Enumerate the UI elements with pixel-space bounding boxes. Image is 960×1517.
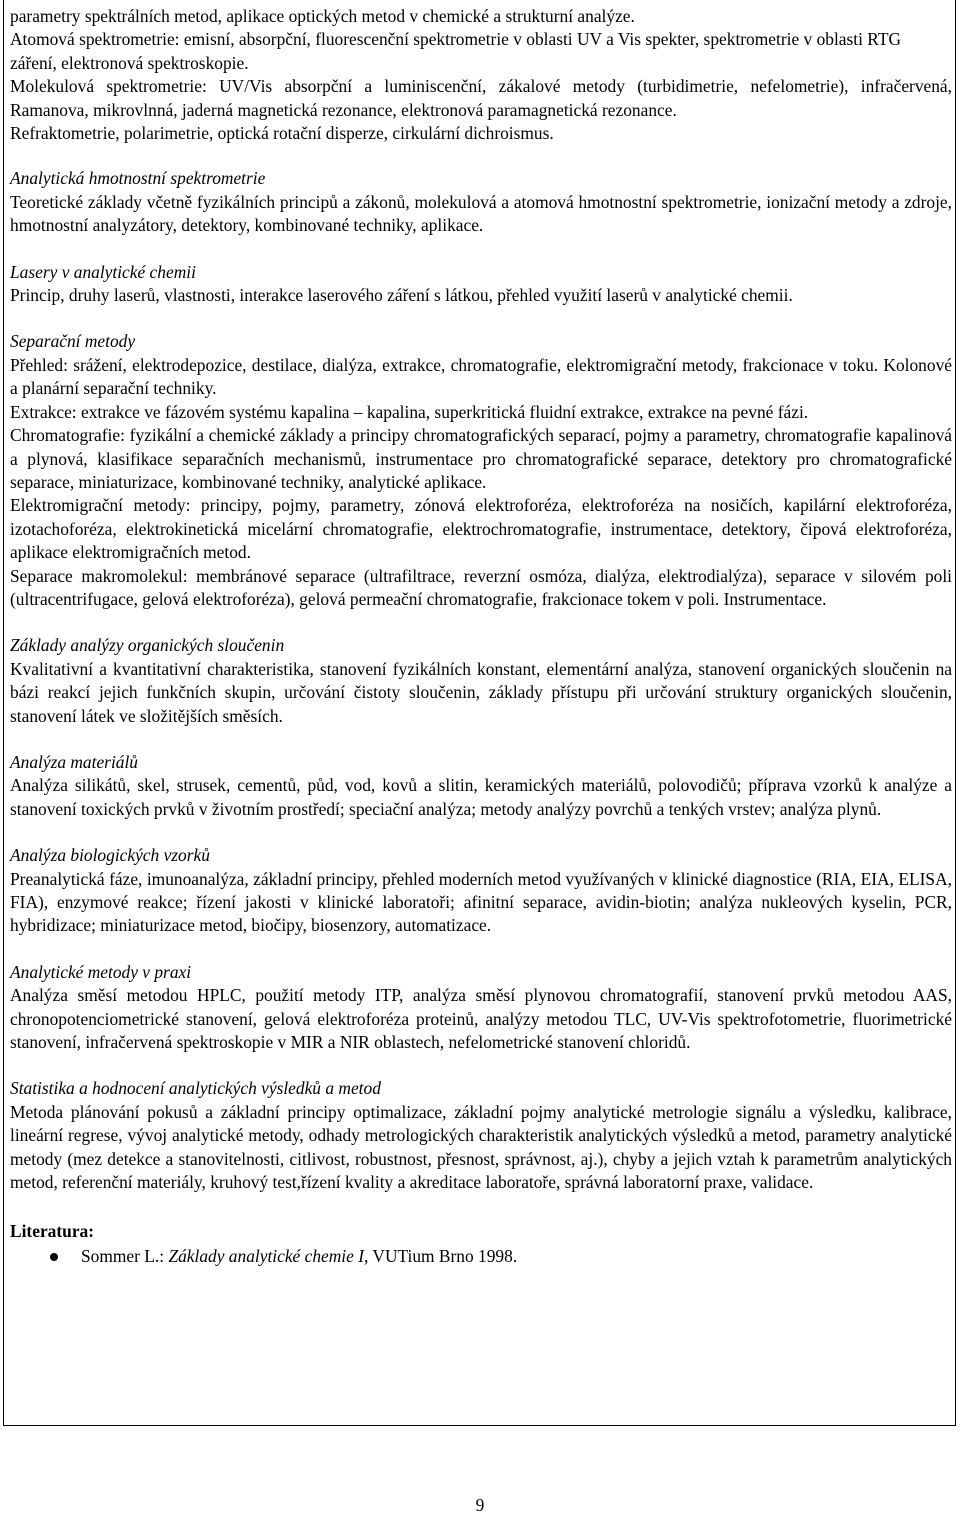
section-heading: Analytická hmotnostní spektrometrie	[10, 168, 266, 189]
section-statistics	[10, 1077, 952, 1194]
section-paragraph: Elektromigrační metody: principy, pojmy, parametry, zónová elektroforéza, elektroforéza na nosičích, kapilární elektroforéza, izotachoforéza, elektrokinetická micelární chromatografie, elektrochromatografie, instrumentace, detektory, čipová elektroforéza, aplikace elektromigračních metod.	[10, 495, 952, 563]
section-paragraph: Přehled: srážení, elektrodepozice, destilace, dialýza, extrakce, chromatografie, elektromigrační metody, frakcionace v toku. Kolonové a planární separační techniky.	[10, 354, 952, 399]
intro-line: Refraktometrie, polarimetrie, optická rotační disperze, cirkulární dichroismus.	[10, 123, 554, 144]
section-heading: Analytické metody v praxi	[10, 961, 192, 982]
literature-section	[10, 1220, 952, 1268]
page-number: 9	[475, 1495, 485, 1515]
bullet-icon	[50, 1253, 58, 1261]
section-lasers	[10, 261, 952, 308]
section-heading: Analýza materiálů	[10, 751, 139, 772]
section-paragraph: Metoda plánování pokusů a základní principy optimalizace, základní pojmy analytické metrologie signálu a výsledku, kalibrace, lineární regrese, vývoj analytické metody, odhady metrologických charakteristik analytických výsledků a metod, parametry analytické metody (mez detekce a stanovitelnosti, citlivost, robustnost, přesnost, správnost, aj.), chyby a jejich vztah k parametrům analytických metod, referenční materiály, kruhový test,řízení kvality a akreditace laboratoře, správná laboratorní praxe, validace.	[10, 1101, 952, 1193]
literature-title: Základy analytické chemie I	[168, 1245, 364, 1266]
literature-item	[10, 1245, 952, 1268]
intro-line: Atomová spektrometrie: emisní, absorpční, fluorescenční spektrometrie v oblasti UV a Vis spekter, spektrometrie v oblasti RTG záření, elektronová spektroskopie.	[10, 29, 902, 73]
section-separation-methods	[10, 330, 952, 611]
section-heading: Lasery v analytické chemii	[10, 261, 196, 282]
page-content	[10, 5, 952, 1268]
intro-line: parametry spektrálních metod, aplikace optických metod v chemické a strukturní analýze.	[10, 6, 635, 26]
section-paragraph: Preanalytická fáze, imunoanalýza, základní principy, přehled moderních metod využívaných v klinické diagnostice (RIA, EIA, ELISA, FIA), enzymové reakce; řízení jakosti v klinické laboratoři; afinitní separace, avidin-biotin; analýza nukleových kyselin, PCR, hybridizace; miniaturizace metod, biočipy, biosenzory, automatizace.	[10, 868, 952, 936]
intro-line: Molekulová spektrometrie: UV/Vis absorpční a luminiscenční, zákalové metody (turbidimetrie, nefelometrie), infračervená, Ramanova, mikrovlnná, jaderná magnetická rezonance, elektronová paramagnetická rezonance.	[10, 76, 952, 120]
section-heading: Analýza biologických vzorků	[10, 845, 210, 866]
section-paragraph: Extrakce: extrakce ve fázovém systému kapalina – kapalina, superkritická fluidní extrakce, extrakce na pevné fázi.	[10, 401, 809, 422]
intro-block	[10, 5, 952, 145]
literature-author: Sommer L.:	[81, 1245, 169, 1266]
literature-list	[10, 1245, 952, 1268]
section-organic-analysis	[10, 634, 952, 728]
section-paragraph: Analýza směsí metodou HPLC, použití metody ITP, analýza směsí plynovou chromatografií, stanovení prvků metodou AAS, chronopotenciometrické stanovení, gelová elektroforéza proteinů, analýzy metodou TLC, UV-Vis spektrofotometrie, fluorimetrické stanovení, infračervená spektroskopie v MIR a NIR oblastech, nefelometrické stanovení chloridů.	[10, 985, 952, 1053]
section-paragraph: Kvalitativní a kvantitativní charakteristika, stanovení fyzikálních konstant, elementární analýza, stanovení organických sloučenin na bázi reakcí jejich funkčních skupin, určování čistoty sloučenin, základy přístupu při určování struktury organických sloučenin, stanovení látek ve složitějších směsích.	[10, 658, 952, 726]
literature-heading: Literatura:	[10, 1221, 95, 1242]
section-mass-spectrometry	[10, 167, 952, 237]
section-paragraph: Princip, druhy laserů, vlastnosti, interakce laserového záření s látkou, přehled využití laserů v analytické chemii.	[10, 285, 793, 306]
section-biological-samples	[10, 844, 952, 938]
section-paragraph: Chromatografie: fyzikální a chemické základy a principy chromatografických separací, pojmy a parametry, chromatografie kapalinová a plynová, klasifikace separačních mechanismů, instrumentace pro chromatografické separace, detektory pro chromatografické separace, miniaturizace, kombinované techniky, analytické aplikace.	[10, 425, 952, 492]
literature-publisher: , VUTium Brno 1998.	[364, 1245, 518, 1266]
section-heading: Separační metody	[10, 331, 136, 352]
section-paragraph: Teoretické základy včetně fyzikálních principů a zákonů, molekulová a atomová hmotnostní spektrometrie, ionizační metody a zdroje, hmotnostní analyzátory, detektory, kombinované techniky, aplikace.	[10, 191, 952, 236]
section-materials-analysis	[10, 751, 952, 821]
section-heading: Statistika a hodnocení analytických výsledků a metod	[10, 1078, 381, 1099]
section-paragraph: Analýza silikátů, skel, strusek, cementů, půd, vod, kovů a slitin, keramických materiálů, polovodičů; příprava vzorků k analýze a stanovení toxických prvků v životním prostředí; speciační analýza; metody analýzy povrchů a tenkých vrstev; analýza plynů.	[10, 775, 952, 819]
section-methods-in-practice	[10, 961, 952, 1055]
section-paragraph: Separace makromolekul: membránové separace (ultrafiltrace, reverzní osmóza, dialýza, elektrodialýza), separace v silovém poli (ultracentrifugace, gelová elektroforéza), gelová permeační chromatografie, frakcionace tokem v poli. Instrumentace.	[10, 565, 952, 609]
section-heading: Základy analýzy organických sloučenin	[10, 635, 285, 656]
